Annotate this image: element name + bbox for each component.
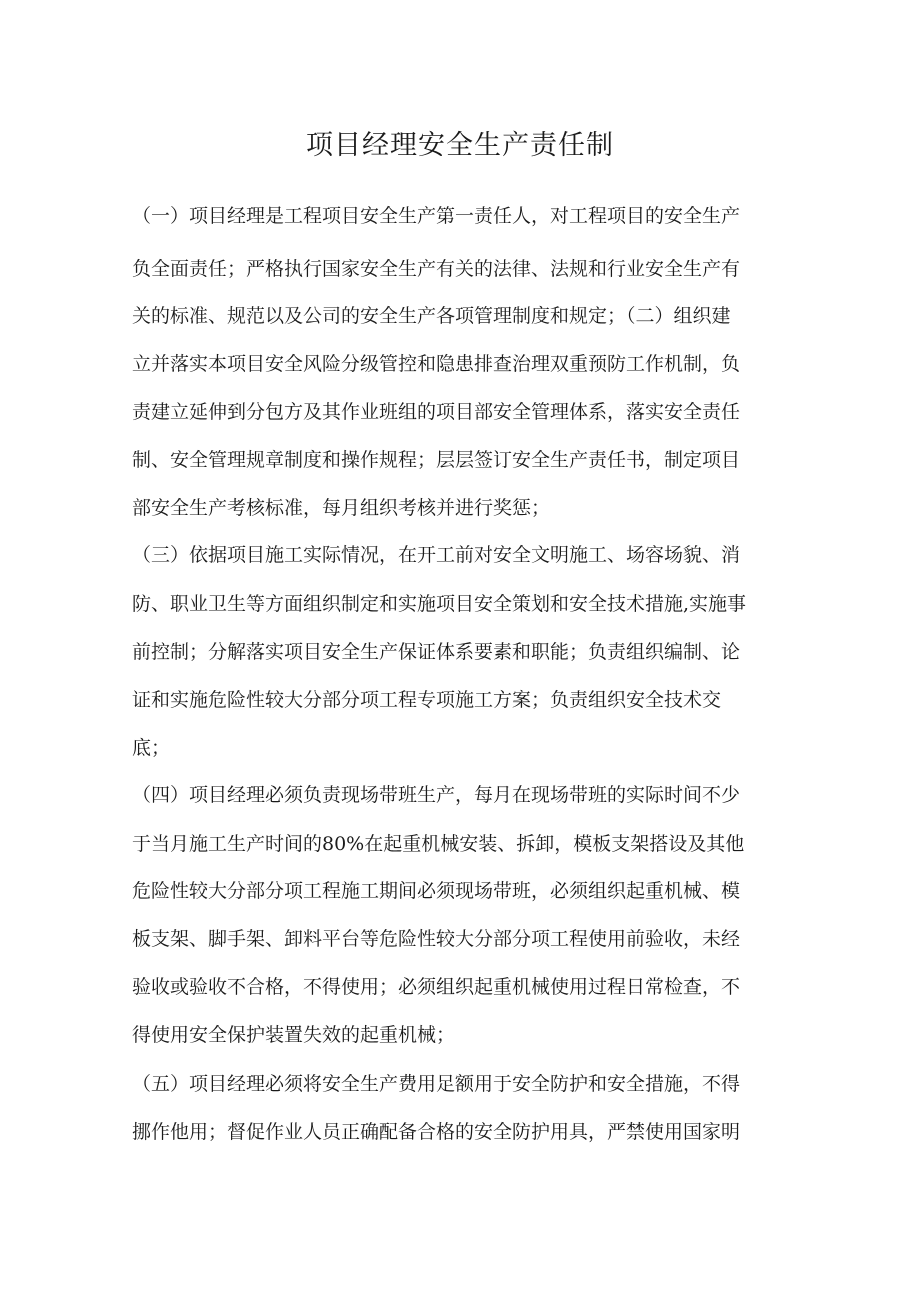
body-line: 制、安全管理规章制度和操作规程；层层签订安全生产责任书，制定项目 — [132, 449, 741, 471]
body-line: （四）项目经理必须负责现场带班生产，每月在现场带班的实际时间不少 — [132, 784, 741, 806]
body-line: （五）项目经理必须将安全生产费用足额用于安全防护和安全措施，不得 — [132, 1073, 741, 1095]
body-line: 于当月施工生产时间的80%在起重机械安装、拆卸，模板支架搭设及其他 — [132, 833, 745, 855]
body-line: （一）项目经理是工程项目安全生产第一责任人，对工程项目的安全生产 — [132, 205, 741, 227]
body-line: 板支架、脚手架、卸料平台等危险性较大分部分项工程使用前验收，未经 — [132, 928, 741, 950]
body-line: 挪作他用；督促作业人员正确配备合格的安全防护用具，严禁使用国家明 — [132, 1121, 741, 1143]
body-line: 得使用安全保护装置失效的起重机械； — [132, 1024, 456, 1046]
body-line: 证和实施危险性较大分部分项工程专项施工方案；负责组织安全技术交 — [132, 689, 722, 711]
body-line: 责建立延伸到分包方及其作业班组的项目部安全管理体系，落实安全责任 — [132, 401, 741, 423]
body-line: 危险性较大分部分项工程施工期间必须现场带班，必须组织起重机械、模 — [132, 880, 741, 902]
body-line: 验收或验收不合格，不得使用；必须组织起重机械使用过程日常检查，不 — [132, 976, 741, 998]
body-line: 底； — [132, 737, 171, 759]
body-line: （三）依据项目施工实际情况，在开工前对安全文明施工、场容场貌、消 — [132, 544, 741, 566]
body-line: 关的标准、规范以及公司的安全生产各项管理制度和规定；（二）组织建 — [132, 305, 731, 327]
body-line: 前控制；分解落实项目安全生产保证体系要素和职能；负责组织编制、论 — [132, 641, 741, 663]
body-line: 立并落实本项目安全风险分级管控和隐患排查治理双重预防工作机制，负 — [132, 353, 741, 375]
document-title: 项目经理安全生产责任制 — [306, 130, 614, 161]
body-line: 负全面责任；严格执行国家安全生产有关的法律、法规和行业安全生产有 — [132, 258, 741, 280]
body-line: 防、职业卫生等方面组织制定和实施项目安全策划和安全技术措施,实施事 — [132, 593, 747, 615]
body-line: 部安全生产考核标准，每月组织考核并进行奖惩； — [132, 497, 551, 519]
